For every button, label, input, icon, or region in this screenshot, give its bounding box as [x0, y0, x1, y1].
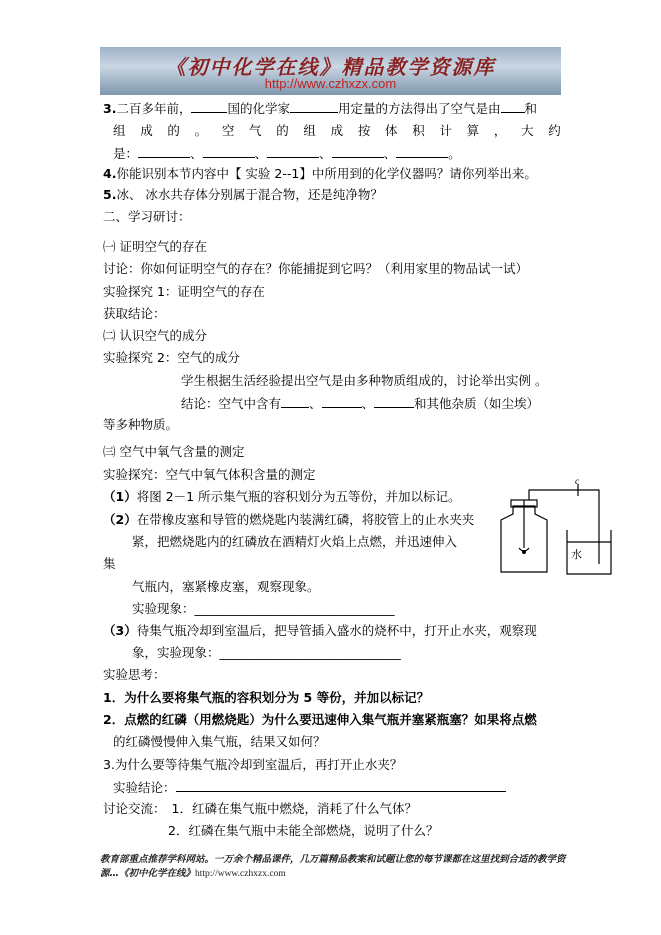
char: ，: [493, 123, 507, 138]
blank: [191, 100, 227, 113]
step-2-line-2: 紧，把燃烧匙内的红磷放在酒精灯火焰上点燃，并迅速伸入: [132, 534, 458, 549]
char: 空: [221, 123, 235, 138]
blank: [374, 395, 414, 408]
step-2-line-3: 集: [103, 556, 116, 571]
water-label: 水: [571, 548, 582, 561]
blank: [501, 100, 525, 113]
blank: [396, 145, 448, 158]
footer-url[interactable]: http://www.czhxzx.com: [195, 869, 286, 879]
step-3-line-2: [132, 645, 401, 661]
section-heading-2: 二、学习研讨：: [103, 209, 191, 224]
char: 积: [412, 123, 425, 138]
separator: 。: [448, 146, 461, 161]
text: 二百多年前，: [116, 101, 192, 116]
apparatus-figure: [495, 478, 615, 578]
experiment-thinking: 实验思考：: [103, 667, 166, 682]
text: 将图 2－1 所示集气瓶的容积划分为五等份，并加以标记。: [136, 489, 461, 504]
char: 的: [276, 123, 289, 138]
subsection-2-more: 等多种物质。: [103, 417, 179, 432]
separator: 、: [361, 396, 375, 411]
step-3-line-1: [103, 623, 537, 639]
text: 讨论交流：: [103, 801, 166, 816]
step-2-phenomenon: [132, 601, 395, 617]
step-1: [103, 489, 461, 505]
banner-url[interactable]: http://www.czhxzx.com: [264, 76, 397, 91]
blank: _____________________________: [219, 645, 401, 660]
separator: 、: [319, 146, 332, 161]
question-number: 3.: [103, 101, 117, 116]
experiment-conclusion: [113, 779, 506, 796]
char: 成: [330, 123, 344, 138]
footer: [100, 853, 570, 881]
text: 结论：空气中含有: [181, 396, 282, 411]
blank: [332, 145, 384, 158]
step-number: （1）: [103, 489, 137, 504]
blank: ________________________________: [194, 601, 395, 616]
subsection-1-conclusion: 获取结论：: [103, 306, 166, 321]
char: 体: [385, 123, 398, 138]
question-4: [103, 166, 537, 182]
subsection-2-experiment: 实验探究 2：空气的成分: [103, 350, 240, 365]
header-banner: [100, 47, 561, 95]
thinking-question-2-line-1: 2．点燃的红磷（用燃烧匙）为什么要迅速伸入集气瓶并塞紧瓶塞？如果将点燃: [103, 712, 537, 727]
question-5: [103, 187, 383, 203]
subsection-1-experiment: 实验探究 1：证明空气的存在: [103, 284, 265, 299]
discussion-exchange: [103, 801, 417, 817]
char: 成: [140, 123, 153, 138]
question-3-line-1: [103, 100, 537, 117]
subsection-2-title: ㈡ 认识空气的成分: [103, 328, 207, 343]
char: 。: [194, 123, 208, 138]
text: 和: [524, 101, 538, 116]
text: 实验结论：: [113, 780, 176, 795]
text: 和其他杂质（如尘埃）: [414, 396, 540, 411]
char: 计: [439, 123, 452, 138]
subsection-1-title: ㈠ 证明空气的存在: [103, 239, 207, 254]
thinking-question-2-line-2: 的红磷慢慢伸入集气瓶，结果又如何？: [113, 734, 326, 749]
text: 你能识别本节内容中【 实验 2--1】中所用到的化学仪器吗？请你列举出来。: [116, 166, 537, 181]
subsection-2-conclusion: [181, 395, 539, 412]
text: 实验现象：: [132, 601, 195, 616]
char: 气: [249, 123, 262, 138]
blank: [176, 779, 506, 792]
thinking-question-3: 3.为什么要等待集气瓶冷却到室温后，再打开止水夹？: [103, 757, 403, 772]
banner-title: 《初中化学在线》精品教学资源库: [165, 55, 496, 79]
question-number: 4.: [103, 166, 117, 181]
text: 待集气瓶冷却到室温后，把导管插入盛水的烧杯中，打开止水夹，观察现: [136, 623, 537, 638]
blank: [322, 395, 362, 408]
thinking-question-1: 1．为什么要将集气瓶的容积划分为 5 等份，并加以标记？: [103, 690, 430, 705]
text: 是：: [113, 146, 139, 161]
blank: [203, 145, 255, 158]
char: 按: [357, 123, 371, 138]
char: 组: [303, 123, 316, 138]
subsection-3-experiment: 实验探究：空气中氧气体积含量的测定: [103, 467, 316, 482]
step-2-line-1: [103, 512, 474, 528]
question-3-line-3: [113, 145, 461, 162]
step-2-line-4: 气瓶内，塞紧橡皮塞，观察现象。: [132, 579, 320, 594]
char: 约: [548, 123, 561, 138]
text: 冰、 冰水共存体分别属于混合物，还是纯净物？: [116, 187, 383, 202]
separator: 、: [254, 146, 268, 161]
separator: 、: [190, 146, 203, 161]
text: 国的化学家: [227, 101, 290, 116]
blank: [267, 145, 319, 158]
step-number: （2）: [103, 512, 137, 527]
blank: [138, 145, 190, 158]
char: 组: [113, 123, 126, 138]
clamp-label: c: [575, 478, 579, 486]
subsection-2-student: 学生根据生活经验提出空气是由多种物质组成的，讨论举出实例 。: [181, 373, 548, 388]
blank: [281, 395, 309, 408]
text: 象，实验现象：: [132, 645, 220, 660]
char: 的: [167, 123, 180, 138]
footer-text: 教育部重点推荐学科网站。一万余个精品课件，几万篇精品教案和试题让您的每节课都在这里找到合适的教学资源…《初中化学在线》: [100, 854, 566, 879]
char: 算: [466, 123, 480, 138]
question-3-line-2: [113, 123, 561, 139]
text: 用定量的方法得出了空气是由: [337, 101, 501, 116]
char: 大: [521, 123, 534, 138]
separator: 、: [383, 146, 397, 161]
subsection-1-discussion: 讨论：你如何证明空气的存在？你能捕捉到它吗？（利用家里的物品试一试）: [103, 261, 529, 276]
blank: [290, 100, 338, 113]
step-number: （3）: [103, 623, 137, 638]
text: 在带橡皮塞和导管的燃烧匙内装满红磷，将胶管上的止水夹夹: [136, 512, 475, 527]
question-number: 5.: [103, 187, 117, 202]
separator: 、: [309, 396, 322, 411]
subsection-3-title: ㈢ 空气中氧气含量的测定: [103, 444, 245, 459]
discussion-exchange-2: 2．红磷在集气瓶中未能全部燃烧，说明了什么？: [168, 823, 439, 838]
text: 1．红磷在集气瓶中燃烧，消耗了什么气体？: [171, 801, 417, 816]
